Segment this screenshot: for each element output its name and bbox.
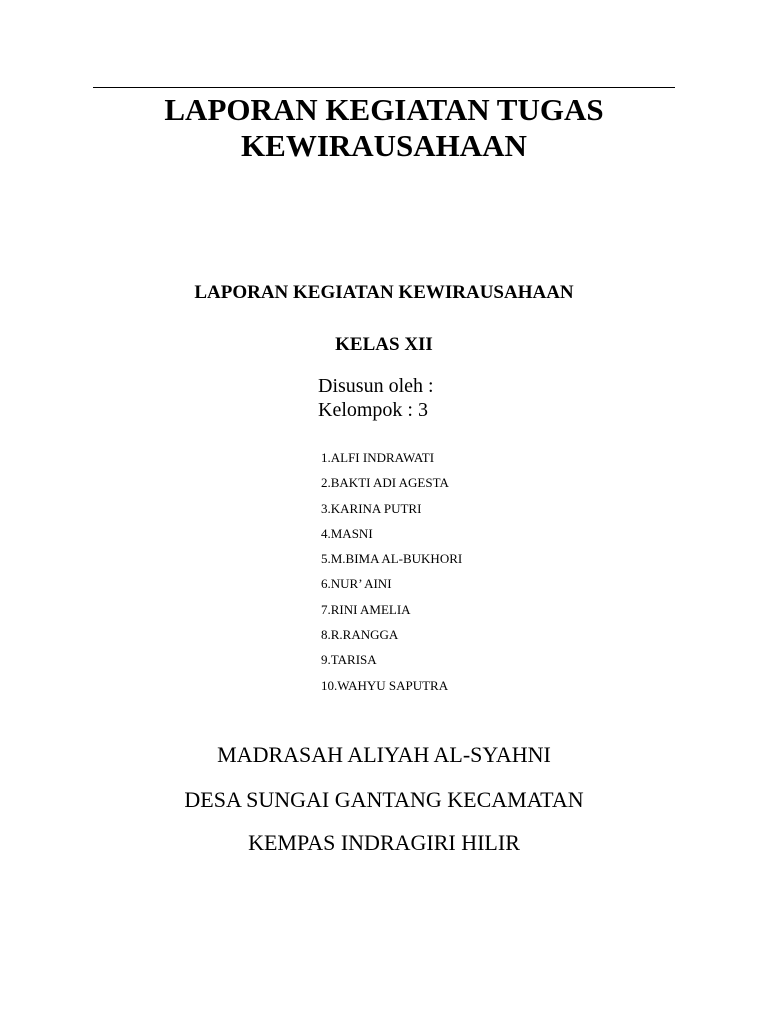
- member-item: 1.ALFI INDRAWATI: [321, 450, 435, 465]
- class-label: KELAS XII: [335, 334, 433, 355]
- member-item: 9.TARISA: [321, 652, 377, 668]
- document-subtitle: LAPORAN KEGIATAN KEWIRAUSAHAAN: [194, 282, 574, 303]
- address-line-2: KEMPAS INDRAGIRI HILIR: [248, 830, 520, 855]
- member-item: 6.NUR’ AINI: [321, 576, 392, 592]
- school-name: MADRASAH ALIYAH AL-SYAHNI: [217, 742, 551, 767]
- member-item: 4.MASNI: [321, 525, 373, 541]
- compiled-by-label: Disusun oleh :: [318, 375, 434, 397]
- member-item: 7.RINI AMELIA: [321, 601, 411, 617]
- member-item: 2.BAKTI ADI AGESTA: [321, 475, 449, 491]
- top-rule: [93, 87, 675, 88]
- compiled-by-block: [318, 374, 434, 422]
- member-item: 5.M.BIMA AL-BUKHORI: [321, 551, 463, 567]
- document-title: [0, 92, 768, 164]
- member-list: [321, 445, 462, 698]
- address-line-1: DESA SUNGAI GANTANG KECAMATAN: [184, 787, 584, 812]
- document-title-line-2: KEWIRAUSAHAAN: [241, 128, 527, 163]
- member-item: 10.WAHYU SAPUTRA: [321, 677, 449, 693]
- member-item: 8.R.RANGGA: [321, 627, 399, 643]
- group-label: Kelompok : 3: [318, 399, 428, 421]
- member-item: 3.KARINA PUTRI: [321, 500, 422, 516]
- document-title-line-1: LAPORAN KEGIATAN TUGAS: [164, 92, 604, 127]
